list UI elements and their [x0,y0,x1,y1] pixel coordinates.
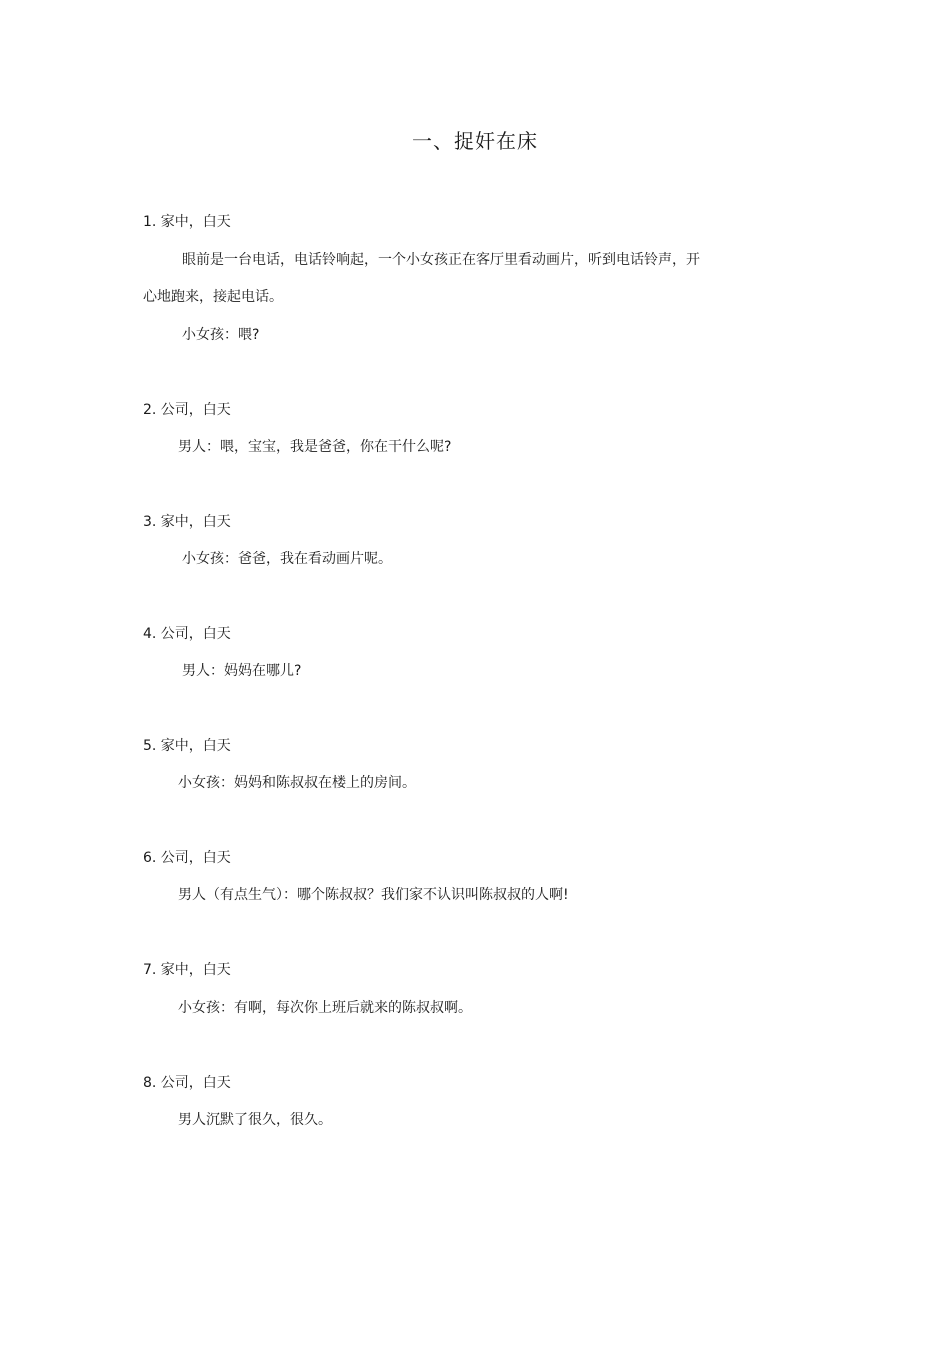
scene-heading: 5. 家中，白天 [143,738,231,754]
dialogue-line: 男人：喂，宝宝，我是爸爸，你在干什么呢? [178,439,452,455]
dialogue-line: 小女孩：妈妈和陈叔叔在楼上的房间。 [178,775,416,791]
scene-paragraph-line: 心地跑来，接起电话。 [143,289,283,305]
scene-heading: 7. 家中，白天 [143,962,231,978]
scene-heading: 3. 家中，白天 [143,514,231,530]
dialogue-line: 男人：妈妈在哪儿? [182,663,302,679]
dialogue-line: 男人（有点生气）：哪个陈叔叔？我们家不认识叫陈叔叔的人啊! [178,887,569,903]
scene-heading: 8. 公司，白天 [143,1075,231,1091]
scene-heading: 1. 家中，白天 [143,214,231,230]
scene-heading: 4. 公司，白天 [143,626,231,642]
scene-heading: 2. 公司，白天 [143,402,231,418]
page-title: 一、捉奸在床 [412,129,538,153]
scene-heading: 6. 公司，白天 [143,850,231,866]
dialogue-line: 小女孩：喂? [182,327,260,343]
dialogue-line: 小女孩：有啊，每次你上班后就来的陈叔叔啊。 [178,1000,472,1016]
narration-line: 男人沉默了很久，很久。 [178,1112,332,1128]
dialogue-line: 小女孩：爸爸，我在看动画片呢。 [182,551,392,567]
scene-paragraph-line: 眼前是一台电话，电话铃响起，一个小女孩正在客厅里看动画片，听到电话铃声，开 [182,252,700,268]
